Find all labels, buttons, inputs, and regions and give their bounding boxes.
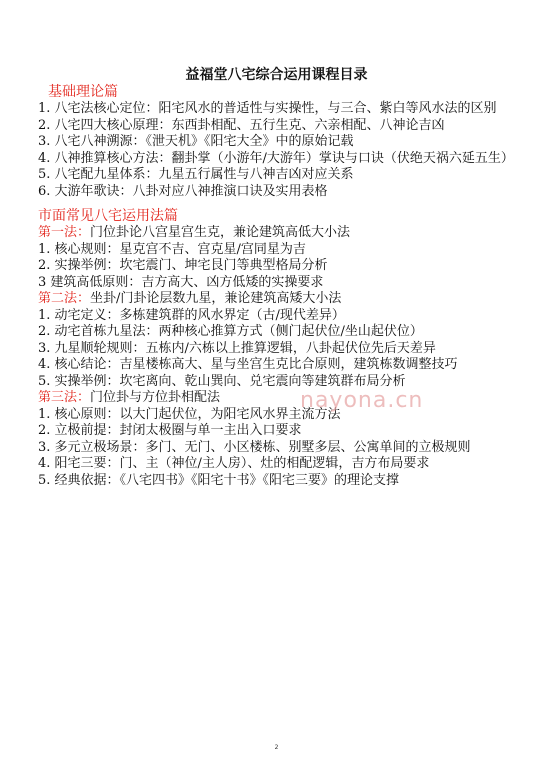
page-title: 益福堂八宅综合运用课程目录 bbox=[185, 67, 368, 83]
method-2-title: 坐卦/门卦论层数九星，兼论建筑高矮大小法 bbox=[90, 291, 342, 306]
method-3-label: 第三法： bbox=[38, 390, 91, 405]
list-item: 1. 核心规则：星克宫不吉、宫克星/宫同星为吉 bbox=[38, 241, 306, 257]
list-item: 3 建筑高低原则：吉方高大、凶方低矮的实操要求 bbox=[38, 274, 324, 290]
method-1-title: 门位卦论八宫星宫生克，兼论建筑高低大小法 bbox=[90, 225, 351, 240]
list-item: 2. 动宅首栋九星法：两种核心推算方式（侧门起伏位/坐山起伏位） bbox=[38, 324, 423, 339]
list-item: 5. 经典依据：《八宅四书》《阳宅十书》《阳宅三要》的理论支撑 bbox=[38, 472, 400, 488]
list-item: 3. 九星顺轮规则：五栋内/六栋以上推算逻辑，八卦起伏位先后天差异 bbox=[38, 340, 436, 356]
list-item: 6. 大游年歌诀：八卦对应八神推演口诀及实用表格 bbox=[38, 183, 328, 199]
list-item: 2. 八宅四大核心原理：东西卦相配、五行生克、六亲相配、八神论吉凶 bbox=[38, 117, 445, 133]
list-item: 5. 实操举例：坎宅离向、乾山巽向、兑宅震向等建筑群布局分析 bbox=[38, 373, 406, 389]
watermark: nayona.cn bbox=[300, 388, 424, 413]
list-item: 1. 八宅法核心定位：阳宅风水的普适性与实操性，与三合、紫白等风水法的区别 bbox=[38, 101, 497, 116]
list-item: 1. 核心原则：以大门起伏位，为阳宅风水界主流方法 bbox=[38, 406, 341, 422]
list-item: 1. 动宅定义：多栋建筑群的风水界定（古/现代差异） bbox=[38, 307, 345, 323]
section-basic-theory-list bbox=[38, 101, 518, 200]
list-item: 5. 八宅配九星体系：九星五行属性与八神吉凶对应关系 bbox=[38, 167, 354, 182]
page-number: 2 bbox=[274, 744, 279, 751]
method-2-label: 第二法： bbox=[38, 291, 91, 306]
list-item: 2. 立极前提：封闭太极圈与单一主出入口要求 bbox=[38, 423, 302, 438]
list-item: 3. 八宅八神溯源：《泄天机》《阳宅大全》中的原始记载 bbox=[38, 134, 354, 149]
list-item: 4. 阳宅三要：门、主（神位/主人房）、灶的相配逻辑，吉方布局要求 bbox=[38, 456, 430, 471]
list-item: 2. 实操举例：坎宅震门、坤宅艮门等典型格局分析 bbox=[38, 258, 328, 273]
method-2-heading bbox=[38, 291, 518, 308]
method-1-heading bbox=[38, 225, 518, 242]
method-3-title: 门位卦与方位卦相配法 bbox=[90, 390, 221, 405]
method-3-heading bbox=[38, 390, 518, 407]
content-body bbox=[38, 84, 518, 489]
section-heading-basic-theory: 基础理论篇 bbox=[48, 84, 118, 100]
section-heading-common-methods: 市面常见八宅运用法篇 bbox=[38, 208, 178, 224]
method-1-label: 第一法： bbox=[38, 225, 91, 240]
list-item: 4. 核心结论：吉星楼栋高大、星与坐宫生克比合原则，建筑栋数调整技巧 bbox=[38, 357, 458, 372]
list-item: 4. 八神推算核心方法：翻卦掌（小游年/大游年）掌诀与口诀（伏绝天祸六延五生） bbox=[38, 150, 514, 166]
list-item: 3. 多元立极场景：多门、无门、小区楼栋、别墅多层、公寓单间的立极规则 bbox=[38, 439, 471, 455]
